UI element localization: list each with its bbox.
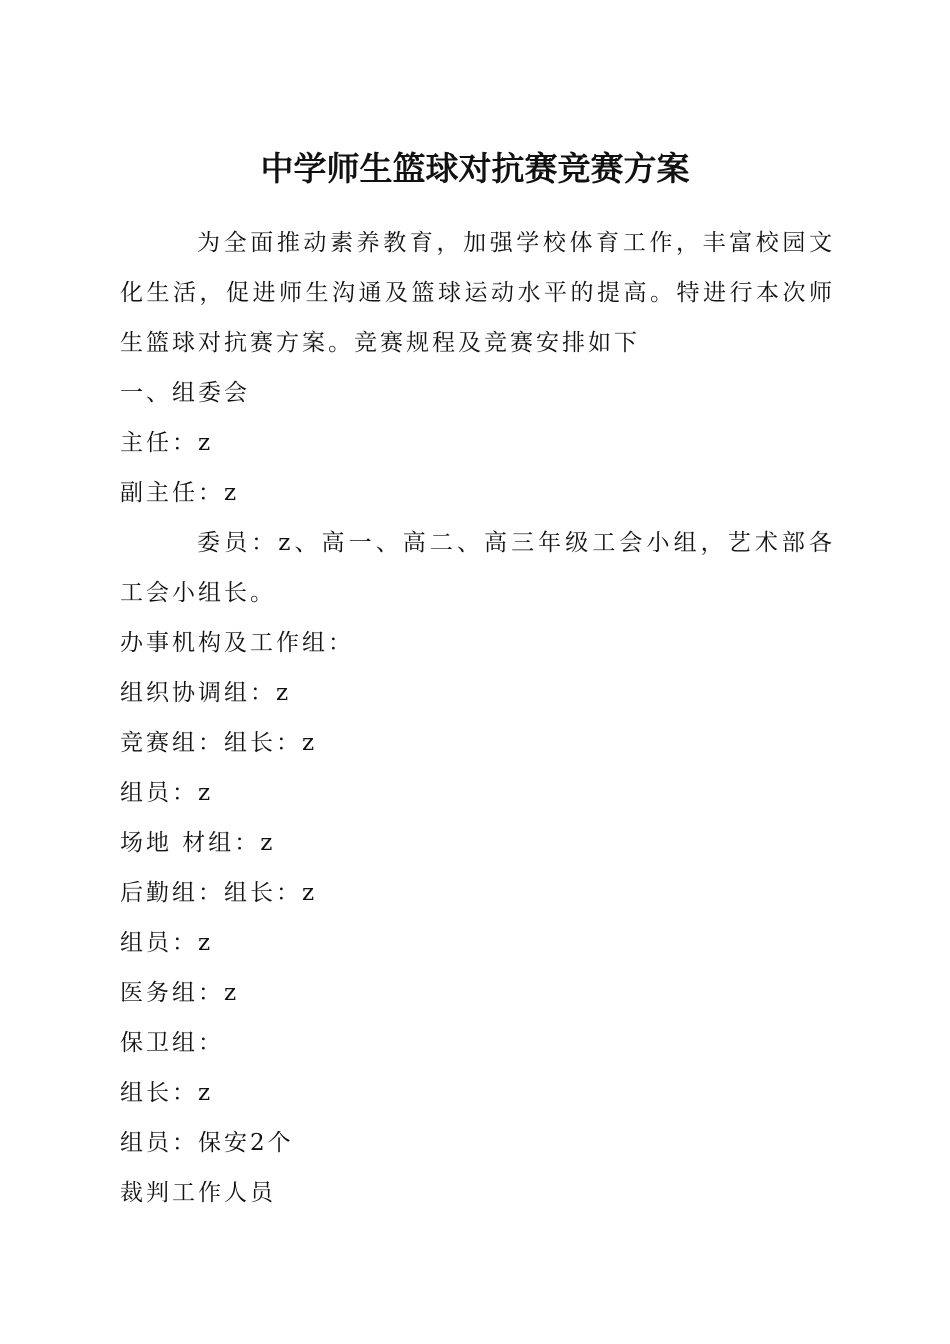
section-heading-committee: 一、组委会 [120, 380, 250, 406]
medical-group-line: 医务组：z [120, 980, 240, 1006]
coordination-group-line: 组织协调组：z [120, 680, 292, 706]
referee-staff-line: 裁判工作人员 [120, 1180, 276, 1206]
security-members-line: 组员：保安2个 [120, 1130, 294, 1156]
venue-group-line: 场地 材组：z [120, 830, 276, 856]
competition-members-line: 组员：z [120, 780, 214, 806]
logistics-group-line: 后勤组：组长：z [120, 880, 318, 906]
security-leader-line: 组长：z [120, 1080, 214, 1106]
intro-paragraph: 为全面推动素养教育，加强学校体育工作，丰富校园文化生活，促进师生沟通及篮球运动水平的提高。特进行本次师生篮球对抗赛方案。竞赛规程及竞赛安排如下 [120, 230, 835, 356]
security-heading: 保卫组： [120, 1030, 224, 1056]
director-line: 主任：z [120, 430, 214, 456]
document-body [120, 218, 835, 1218]
members-paragraph: 委员：z、高一、高二、高三年级工会小组，艺术部各工会小组长。 [120, 530, 835, 606]
deputy-director-line: 副主任：z [120, 480, 240, 506]
document-title: 中学师生篮球对抗赛竞赛方案 [260, 149, 690, 188]
office-heading: 办事机构及工作组： [120, 630, 354, 656]
competition-group-line: 竞赛组：组长：z [120, 730, 318, 756]
logistics-members-line: 组员：z [120, 930, 214, 956]
